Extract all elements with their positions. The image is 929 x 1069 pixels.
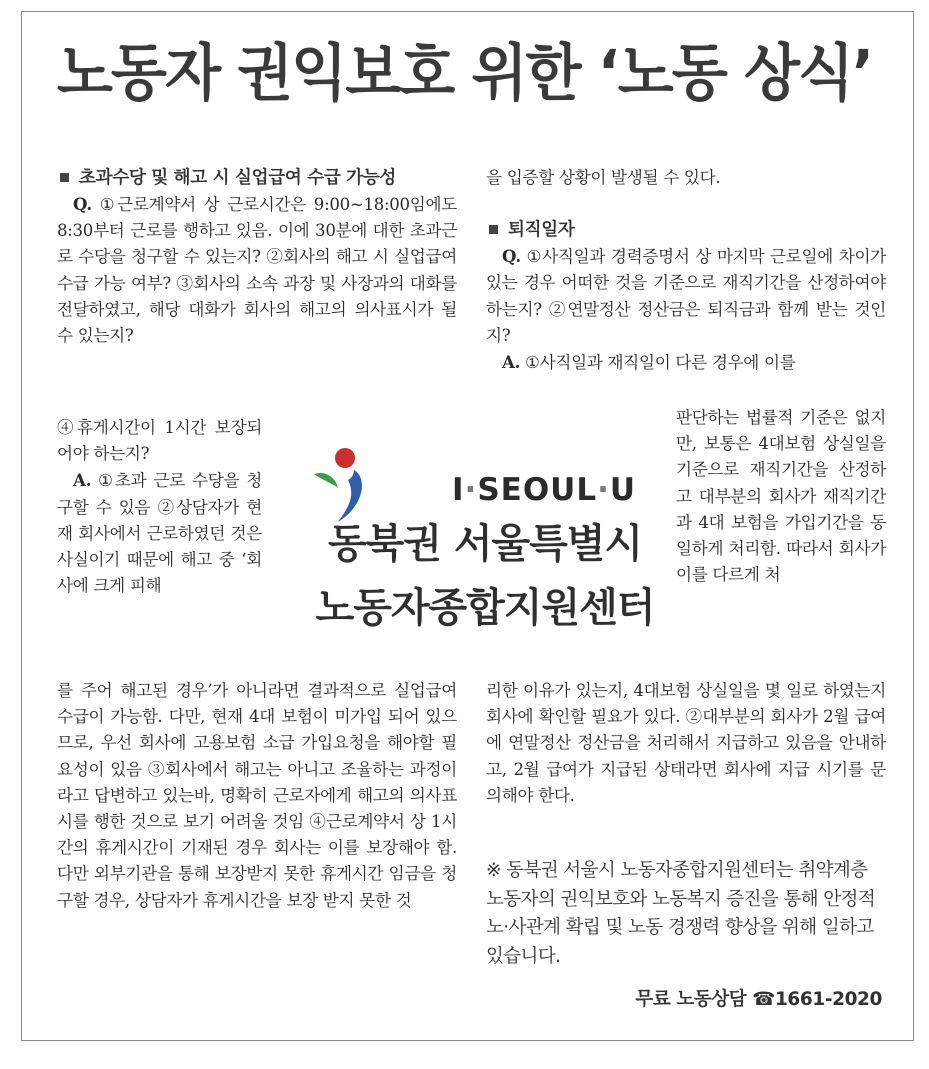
i-seoul-u-wordmark: I·SEOUL·U [452, 472, 637, 508]
answer-text: ①초과 근로 수당을 청구할 수 있음 ②상담자가 현재 회사에서 근로하였던 것은 사실이기 때문에 해고 중 ‘회사에 크게 피해 [57, 471, 262, 596]
article-title: 노동자 권익보호 위한 ‘노동 상식’ [56, 36, 873, 110]
square-bullet-icon [489, 225, 498, 234]
question-text: ①근로계약서 상 근로시간은 9:00~18:00임에도 8:30부터 근로를 행하고 있음. 이에 30분에 대한 초과근로 수당을 청구할 수 있는지? ②회사의 해고 시 실업급여 수급 가능 여부? ③회사의 소속 과장 및 사장과의 대화를 전달하였고, 해당 대화가 회사의 해고의 의사표시가 될 수 있는지? [57, 195, 457, 346]
section-retirement [486, 165, 886, 376]
answer-text: ①사직일과 재직일이 다른 경우에 이를 [525, 353, 796, 373]
org-name-line1: 동북권 서울특별시 [327, 521, 643, 567]
answer-paragraph [486, 349, 886, 376]
section-overtime [57, 165, 457, 349]
question-label: Q. [502, 246, 521, 267]
answer-text-continued: 리한 이유가 있는지, 4대보험 상실일을 몇 일로 하였는지 회사에 확인할 필요가 있다. ②대부분의 회사가 2월 급여에 연말정산 정산금을 처리해서 지급하고 있음을 안내하고, 2월 급여가 지급된 상태라면 회사에 지급 시기를 문의해야 한다. [486, 681, 886, 805]
answer-label: A. [73, 470, 92, 491]
seoul-emblem-icon [308, 444, 378, 524]
overtime-narrow-block [57, 415, 262, 599]
question-paragraph [57, 191, 457, 349]
contact-hotline: 무료 노동상담 ☎1661-2020 [635, 989, 882, 1010]
answer-label: A. [502, 352, 521, 373]
org-name-line2: 노동자종합지원센터 [315, 585, 655, 631]
center-logo [300, 440, 670, 670]
question-text-continued: ④휴게시간이 1시간 보장되어야 하는지? [57, 418, 262, 464]
square-bullet-icon [60, 173, 69, 182]
section-heading-overtime: 초과수당 및 해고 시 실업급여 수급 가능성 [57, 165, 457, 191]
continuation-text: 을 입증할 상황이 발생될 수 있다. [486, 168, 721, 187]
answer-text-narrow: 판단하는 법률적 기준은 없지만, 보통은 4대보험 상실일을 기준으로 재직기간을 산정하고 대부분의 회사가 재직기간과 4대 보험을 가입기간을 동일하게 처리함. 따라서 회사가 이를 다르게 처 [676, 408, 886, 585]
question-label: Q. [73, 194, 92, 214]
section-heading-retirement: 퇴직일자 [486, 217, 886, 243]
answer-paragraph [57, 467, 262, 599]
center-note: ※ 동북권 서울시 노동자종합지원센터는 취약계층 노동자의 권익보호와 노동복지 증진을 통해 안정적 노·사관계 확립 및 노동 경쟁력 향상을 위해 일하고 있습니다. [486, 860, 876, 967]
question-text: ①사직일과 경력증명서 상 마지막 근로일에 차이가 있는 경우 어떠한 것을 기준으로 재직기간을 산정하여야 하는지? ②연말정산 정산금은 퇴직금과 함께 받는 것인지? [486, 247, 886, 345]
question-paragraph [486, 243, 886, 349]
answer-text-continued: 를 주어 해고된 경우’가 아니라면 결과적으로 실업급여 수급이 가능함. 다만, 현재 4대 보험이 미가입 되어 있으므로, 우선 회사에 고용보험 소급 가입요청을 해야할 필요성이 있음 ③회사에서 해고는 아니고 조율하는 과정이라고 답변하고 있는바, 명확히 근로자에게 해고의 의사표시를 행한 것으로 보기 어려울 것임 ④근로계약서 상 1시간의 휴게시간이 기재된 경우 회사는 이를 보장해야 함. 다만 외부기관을 통해 보장받지 못한 휴게시간 임금을 청구할 경우, 상담자가 휴게시간을 보장 받지 못한 것 [57, 681, 457, 910]
